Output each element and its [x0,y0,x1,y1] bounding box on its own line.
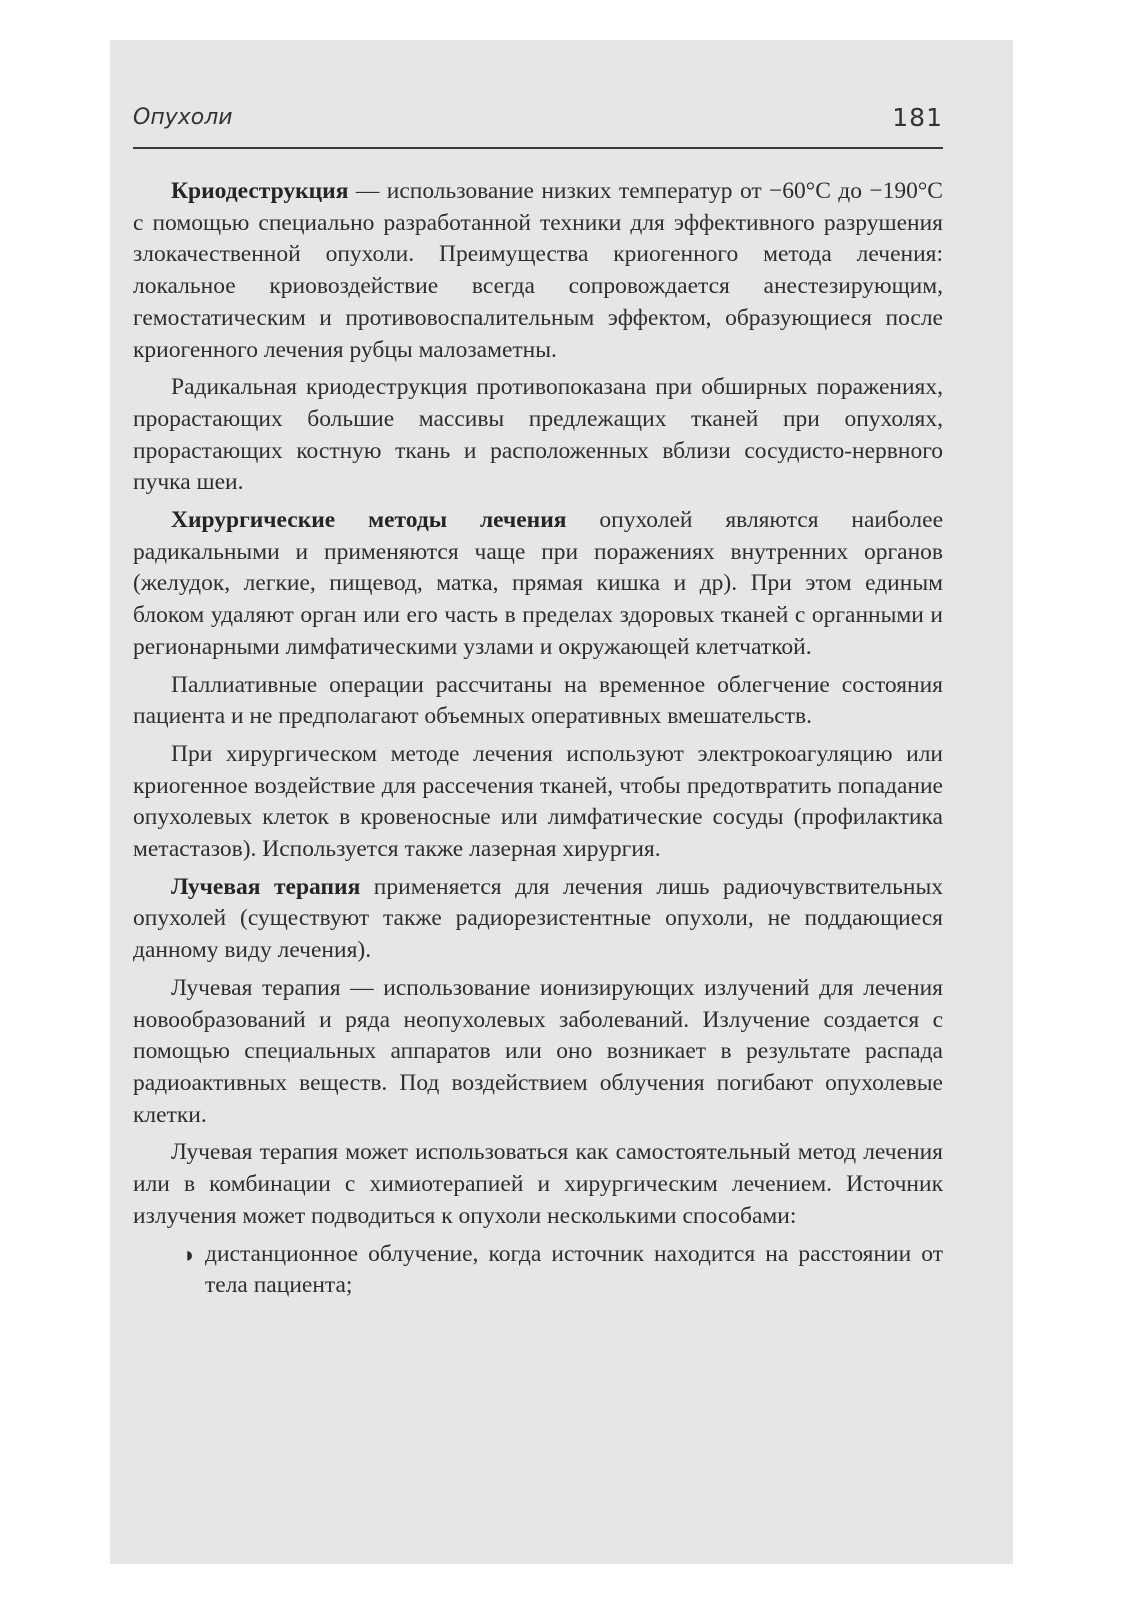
paragraph-text: — использование низких температур от −60°С до −190°С с помощью специально разработанной техники для эффективного разрушения злокачественной опухоли. Преимущества криогенного метода лечения: локальное криовоздействие всегда сопровождается анестезирующим, гемостатическим и противовоспалительным эффектом, образующиеся после криогенного лечения рубцы малозаметны. [133,178,943,363]
paragraph-text: опухолей являются наиболее радикальными и применяются чаще при поражениях внутренних органов (желудок, легкие, пищевод, матка, прямая кишка и др). При этом единым блоком удаляют орган или его часть в пределах здоровых тканей с органными и регионарными лимфатическими узлами и окружающей клетчаткой. [133,507,943,660]
list-item [133,1239,943,1302]
paragraph-text: применяется для лечения лишь радиочувствительных опухолей (существуют также радиорезистентные опухоли, не поддающиеся данному виду лечения). [133,873,943,964]
page-body [133,176,943,1302]
page-header [133,103,943,149]
term-radiotherapy: Лучевая терапия [171,873,361,900]
paragraph-text: Лучевая терапия — использование ионизирующих излучений для лечения новообразований и ряда неопухолевых заболеваний. Излучение создается с помощью специальных аппаратов или оно возникает в результате распада радиоактивных веществ. Под воздействием облучения погибают опухолевые клетки. [133,974,943,1128]
page-number: 181 [892,103,943,132]
paragraph-text: Радикальная криодеструкция противопоказана при обширных поражениях, прорастающих большие массивы предлежащих тканей при опухолях, прорастающих костную ткань и расположенных вблизи сосудисто-нервного пучка шеи. [133,374,943,496]
bullet-icon: ◗ [183,1241,197,1267]
paragraph-cryodestruction [133,176,943,366]
paragraph-text: Паллиативные операции рассчитаны на временное облегчение состояния пациента и не предполагают объемных оперативных вмешательств. [133,671,943,730]
paragraph-contraindications [133,372,943,499]
paragraph-surgical-methods [133,505,943,664]
paragraph-text: Лучевая терапия может использоваться как самостоятельный метод лечения или в комбинации с химиотерапией и хирургическим лечением. Источник излучения может подводиться к опухоли несколькими способами: [133,1139,943,1229]
list-item-text: дистанционное облучение, когда источник находится на расстоянии от тела пациента; [205,1240,943,1299]
paragraph-radiotherapy-definition [133,973,943,1132]
paragraph-radiotherapy [133,872,943,967]
paragraph-surgical-technique [133,739,943,866]
paragraph-text: При хирургическом методе лечения используют электрокоагуляцию или криогенное воздействие для рассечения тканей, чтобы предотвратить попадание опухолевых клеток в кровеносные или лимфатические сосуды (профилактика метастазов). Используется также лазерная хирургия. [133,740,943,863]
running-title: Опухоли [133,105,233,130]
paragraph-radiotherapy-usage [133,1137,943,1232]
term-cryodestruction: Криодеструкция [171,178,349,204]
term-surgical-methods: Хирургические методы лечения [171,507,567,534]
paragraph-palliative [133,670,943,733]
